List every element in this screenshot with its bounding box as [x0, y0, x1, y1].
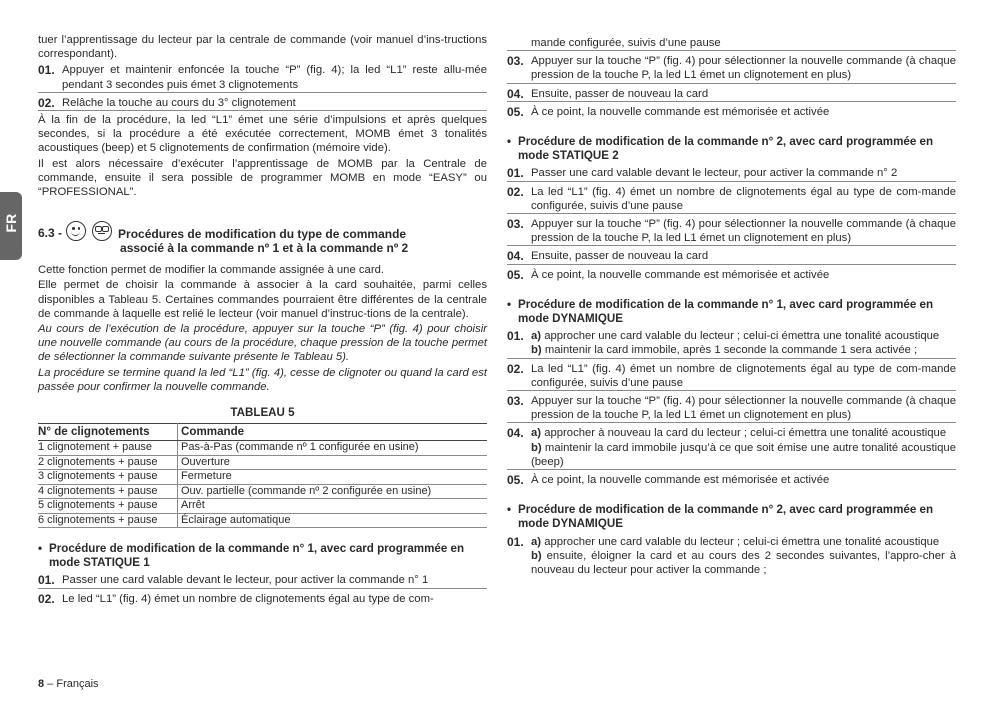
substep-text: approcher une card valable du lecteur ; celui-ci émettra une tonalité acoustique — [544, 535, 940, 548]
procedure-title: Procédure de modification de la commande n° 1, avec card programmée en mode DYNAMIQUE — [518, 297, 934, 326]
page-number: 8 — [38, 678, 45, 690]
table-header: Commande — [178, 424, 488, 441]
step-number: 01. — [38, 63, 55, 78]
step-number: 05. — [507, 267, 524, 282]
procedure-title: Procédure de modification de la commande n° 1, avec card programmée en mode STATIQUE 1 — [49, 541, 465, 570]
table-row — [38, 484, 487, 498]
table-row — [38, 513, 487, 527]
substep-text: approcher une card valable du lecteur ; celui-ci émettra une tonalité acoustique — [544, 330, 940, 343]
step-number: 01. — [38, 573, 55, 588]
table-row — [38, 441, 487, 455]
table-cell: Arrêt — [178, 499, 488, 513]
bullet-dot: • — [507, 297, 512, 311]
step-number: 04. — [507, 249, 524, 264]
section-number: 6.3 - — [38, 226, 63, 241]
step-text: Passer une card valable devant le lecteur, pour activer la commande n° 2 — [531, 167, 898, 180]
step-05 — [507, 267, 956, 282]
step-01 — [507, 328, 956, 358]
page-footer — [38, 677, 99, 691]
step-continuation — [507, 35, 956, 51]
step-04 — [507, 425, 956, 470]
intro-text: tuer l’apprentissage du lecteur par la centrale de commande (voir manuel d’ins-tructions correspondant). — [38, 34, 487, 61]
step-text: À ce point, la nouvelle commande est mémorisée et activée — [531, 268, 830, 281]
step-number: 02. — [38, 591, 55, 606]
step-02 — [38, 95, 487, 111]
smiley-icon — [66, 221, 86, 241]
table-row — [38, 470, 487, 484]
substep-text: maintenir la card immobile jusqu’à ce que soit émise une autre tonalité acoustique (beep) — [531, 441, 956, 468]
procedure-bullet — [507, 298, 956, 326]
substep-a — [531, 426, 956, 440]
smiley-glasses-icon — [92, 221, 112, 241]
step-01 — [507, 534, 956, 578]
step-number: 04. — [507, 86, 524, 101]
step-03 — [507, 216, 956, 246]
paragraph: Cette fonction permet de modifier la commande assignée à une card. — [38, 264, 385, 277]
step-text: Le led “L1” (fig. 4) émet un nombre de clignotements égal au type de com- — [62, 592, 434, 605]
step-01 — [507, 165, 956, 181]
table-cell: Pas-à-Pas (commande nº 1 configurée en usine) — [178, 441, 488, 455]
step-number: 03. — [507, 394, 524, 409]
step-number: 02. — [507, 361, 524, 376]
step-03 — [507, 53, 956, 83]
step-number: 01. — [507, 329, 524, 344]
step-text: À ce point, la nouvelle commande est mémorisée et activée — [531, 105, 830, 118]
table-cell: 1 clignotement + pause — [38, 441, 178, 455]
left-column — [38, 33, 487, 608]
step-text: Ensuite, passer de nouveau la card — [531, 250, 709, 263]
step-text: mande configurée, suivis d’une pause — [531, 37, 721, 49]
step-text — [531, 535, 956, 578]
procedure-title: Procédure de modification de la commande n° 2, avec card programmée en mode DYNAMIQUE — [518, 503, 934, 531]
step-04 — [507, 86, 956, 102]
substep-b — [531, 343, 956, 357]
bullet-dot: • — [507, 503, 512, 517]
substep-b — [531, 549, 956, 577]
step-number: 03. — [507, 217, 524, 232]
table-cell: 3 clignotements + pause — [38, 470, 178, 484]
step-05 — [507, 104, 956, 119]
section-heading — [38, 221, 487, 255]
step-text — [531, 329, 956, 357]
table-row — [38, 455, 487, 469]
substep-a — [531, 535, 956, 549]
step-number: 02. — [507, 184, 524, 199]
procedure-title: Procédure de modification de la commande n° 2, avec card programmée en mode STATIQUE 2 — [518, 135, 934, 163]
step-01 — [38, 62, 487, 92]
step-number: 03. — [507, 54, 524, 69]
table-cell: Éclairage automatique — [178, 513, 488, 527]
substep-a — [531, 329, 956, 343]
substep-label: b) — [531, 549, 542, 562]
procedure-bullet — [38, 542, 487, 570]
table-cell: 4 clignotements + pause — [38, 484, 178, 498]
step-text: Ensuite, passer de nouveau la card — [531, 87, 709, 100]
step-number: 05. — [507, 104, 524, 119]
step-number: 02. — [38, 95, 55, 110]
step-02 — [38, 591, 487, 606]
step-text: Appuyer sur la touche “P” (fig. 4) pour sélectionner la nouvelle commande (à chaque pression de la touche P, la led L1 émet un clignotement en plus) — [531, 55, 956, 82]
commands-table — [38, 423, 487, 528]
step-02 — [507, 361, 956, 391]
step-01 — [38, 572, 487, 588]
step-number: 05. — [507, 473, 524, 488]
procedure-bullet — [507, 503, 956, 531]
bullet-dot: • — [38, 541, 43, 555]
section-title-line: Procédures de modification du type de commande — [118, 227, 407, 242]
step-text: Relâche la touche au cours du 3° clignotement — [62, 96, 296, 109]
step-number: 01. — [507, 166, 524, 181]
table-cell: Fermeture — [178, 470, 488, 484]
step-text: Appuyer sur la touche “P” (fig. 4) pour sélectionner la nouvelle commande (à chaque pression de la touche P, la led L1 émet un clignotement en plus) — [531, 395, 956, 422]
table-cell: Ouverture — [178, 455, 488, 469]
italic-paragraph: La procédure se termine quand la led “L1” (fig. 4), cesse de clignoter ou quand la card est passée pour confirmer la nouvelle commande. — [38, 366, 487, 393]
substep-label: b) — [531, 441, 542, 454]
paragraph: À la fin de la procédure, la led “L1” émet une série d’impulsions et après quelques secondes, si la procédure a été exécutée correctement, MOMB émet 3 tonalités acoustiques (beep) et 5 clignotements de confirmation (mémoire vide). — [38, 114, 487, 155]
substep-label: a) — [531, 535, 542, 548]
substep-label: a) — [531, 330, 542, 343]
step-number: 01. — [507, 534, 524, 549]
bullet-dot: • — [507, 135, 512, 149]
substep-text: approcher à nouveau la card du lecteur ; celui-ci émettra une tonalité acoustique — [544, 427, 947, 440]
step-04 — [507, 248, 956, 264]
table-caption: TABLEAU 5 — [230, 406, 295, 420]
language-tab-label: FR — [3, 213, 20, 233]
substep-text: maintenir la card immobile, après 1 seconde la commande 1 sera activée ; — [544, 344, 918, 357]
section-title-line: associé à la commande nº 1 et à la commande nº 2 — [120, 241, 409, 256]
paragraph: Il est alors nécessaire d’exécuter l’apprentissage de MOMB par la Centrale de commande, ensuite il sera possible de programmer MOMB en mode “EASY” ou “PROFESSIONAL”. — [38, 157, 487, 199]
table-row — [38, 499, 487, 513]
table-cell: 5 clignotements + pause — [38, 499, 178, 513]
language-tab — [0, 192, 22, 260]
right-column — [507, 35, 956, 579]
substep-label: b) — [531, 344, 542, 357]
step-05 — [507, 472, 956, 487]
table-cell: 6 clignotements + pause — [38, 513, 178, 527]
paragraph: Elle permet de choisir la commande à associer à la card souhaitée, parmi celles disponibles a Tableau 5. Certaines commandes pourraient être différentes de la centrale de commande à laquelle est relié le lecteur (voir manuel d’instruc-tions de la centrale). — [38, 279, 487, 320]
footer-language: – Français — [44, 678, 99, 690]
substep-label: a) — [531, 427, 542, 440]
step-text: La led “L1” (fig. 4) émet un nombre de clignotements égal au type de com-mande configurée, suivis d’une pause — [531, 185, 956, 212]
step-text: Appuyer sur la touche “P” (fig. 4) pour sélectionner la nouvelle commande (à chaque pression de la touche P, la led L1 émet un clignotement en plus) — [531, 218, 956, 245]
step-02 — [507, 184, 956, 214]
step-03 — [507, 393, 956, 423]
table-header-row — [38, 424, 487, 441]
step-text: Passer une card valable devant le lecteur, pour activer la commande n° 1 — [62, 574, 429, 587]
table-cell: Ouv. partielle (commande nº 2 configurée en usine) — [178, 484, 488, 498]
substep-b — [531, 441, 956, 469]
procedure-bullet — [507, 135, 956, 163]
italic-paragraph: Au cours de l’exécution de la procédure, appuyer sur la touche “P” (fig. 4) pour choisir une nouvelle commande (au cours de la procédure, chaque pression de la touche permet de sélectionner la commande suivante présente le Tableau 5). — [38, 323, 487, 364]
step-number: 04. — [507, 426, 524, 441]
step-text: La led “L1” (fig. 4) émet un nombre de clignotements égal au type de com-mande configurée, suivis d’une pause — [531, 362, 956, 389]
step-text — [531, 426, 956, 469]
table-header: N° de clignotements — [38, 424, 178, 441]
section-title — [118, 221, 408, 255]
step-text: À ce point, la nouvelle commande est mémorisée et activée — [531, 474, 830, 487]
table-cell: 2 clignotements + pause — [38, 455, 178, 469]
substep-text: ensuite, éloigner la card et au cours des 2 secondes suivantes, l’appro-cher à nouveau du lecteur pour activer la commande ; — [531, 549, 956, 577]
step-text: Appuyer et maintenir enfoncée la touche “P” (fig. 4); la led “L1” reste allu-mée pendant 3 secondes puis émet 3 clignotements — [62, 64, 487, 91]
